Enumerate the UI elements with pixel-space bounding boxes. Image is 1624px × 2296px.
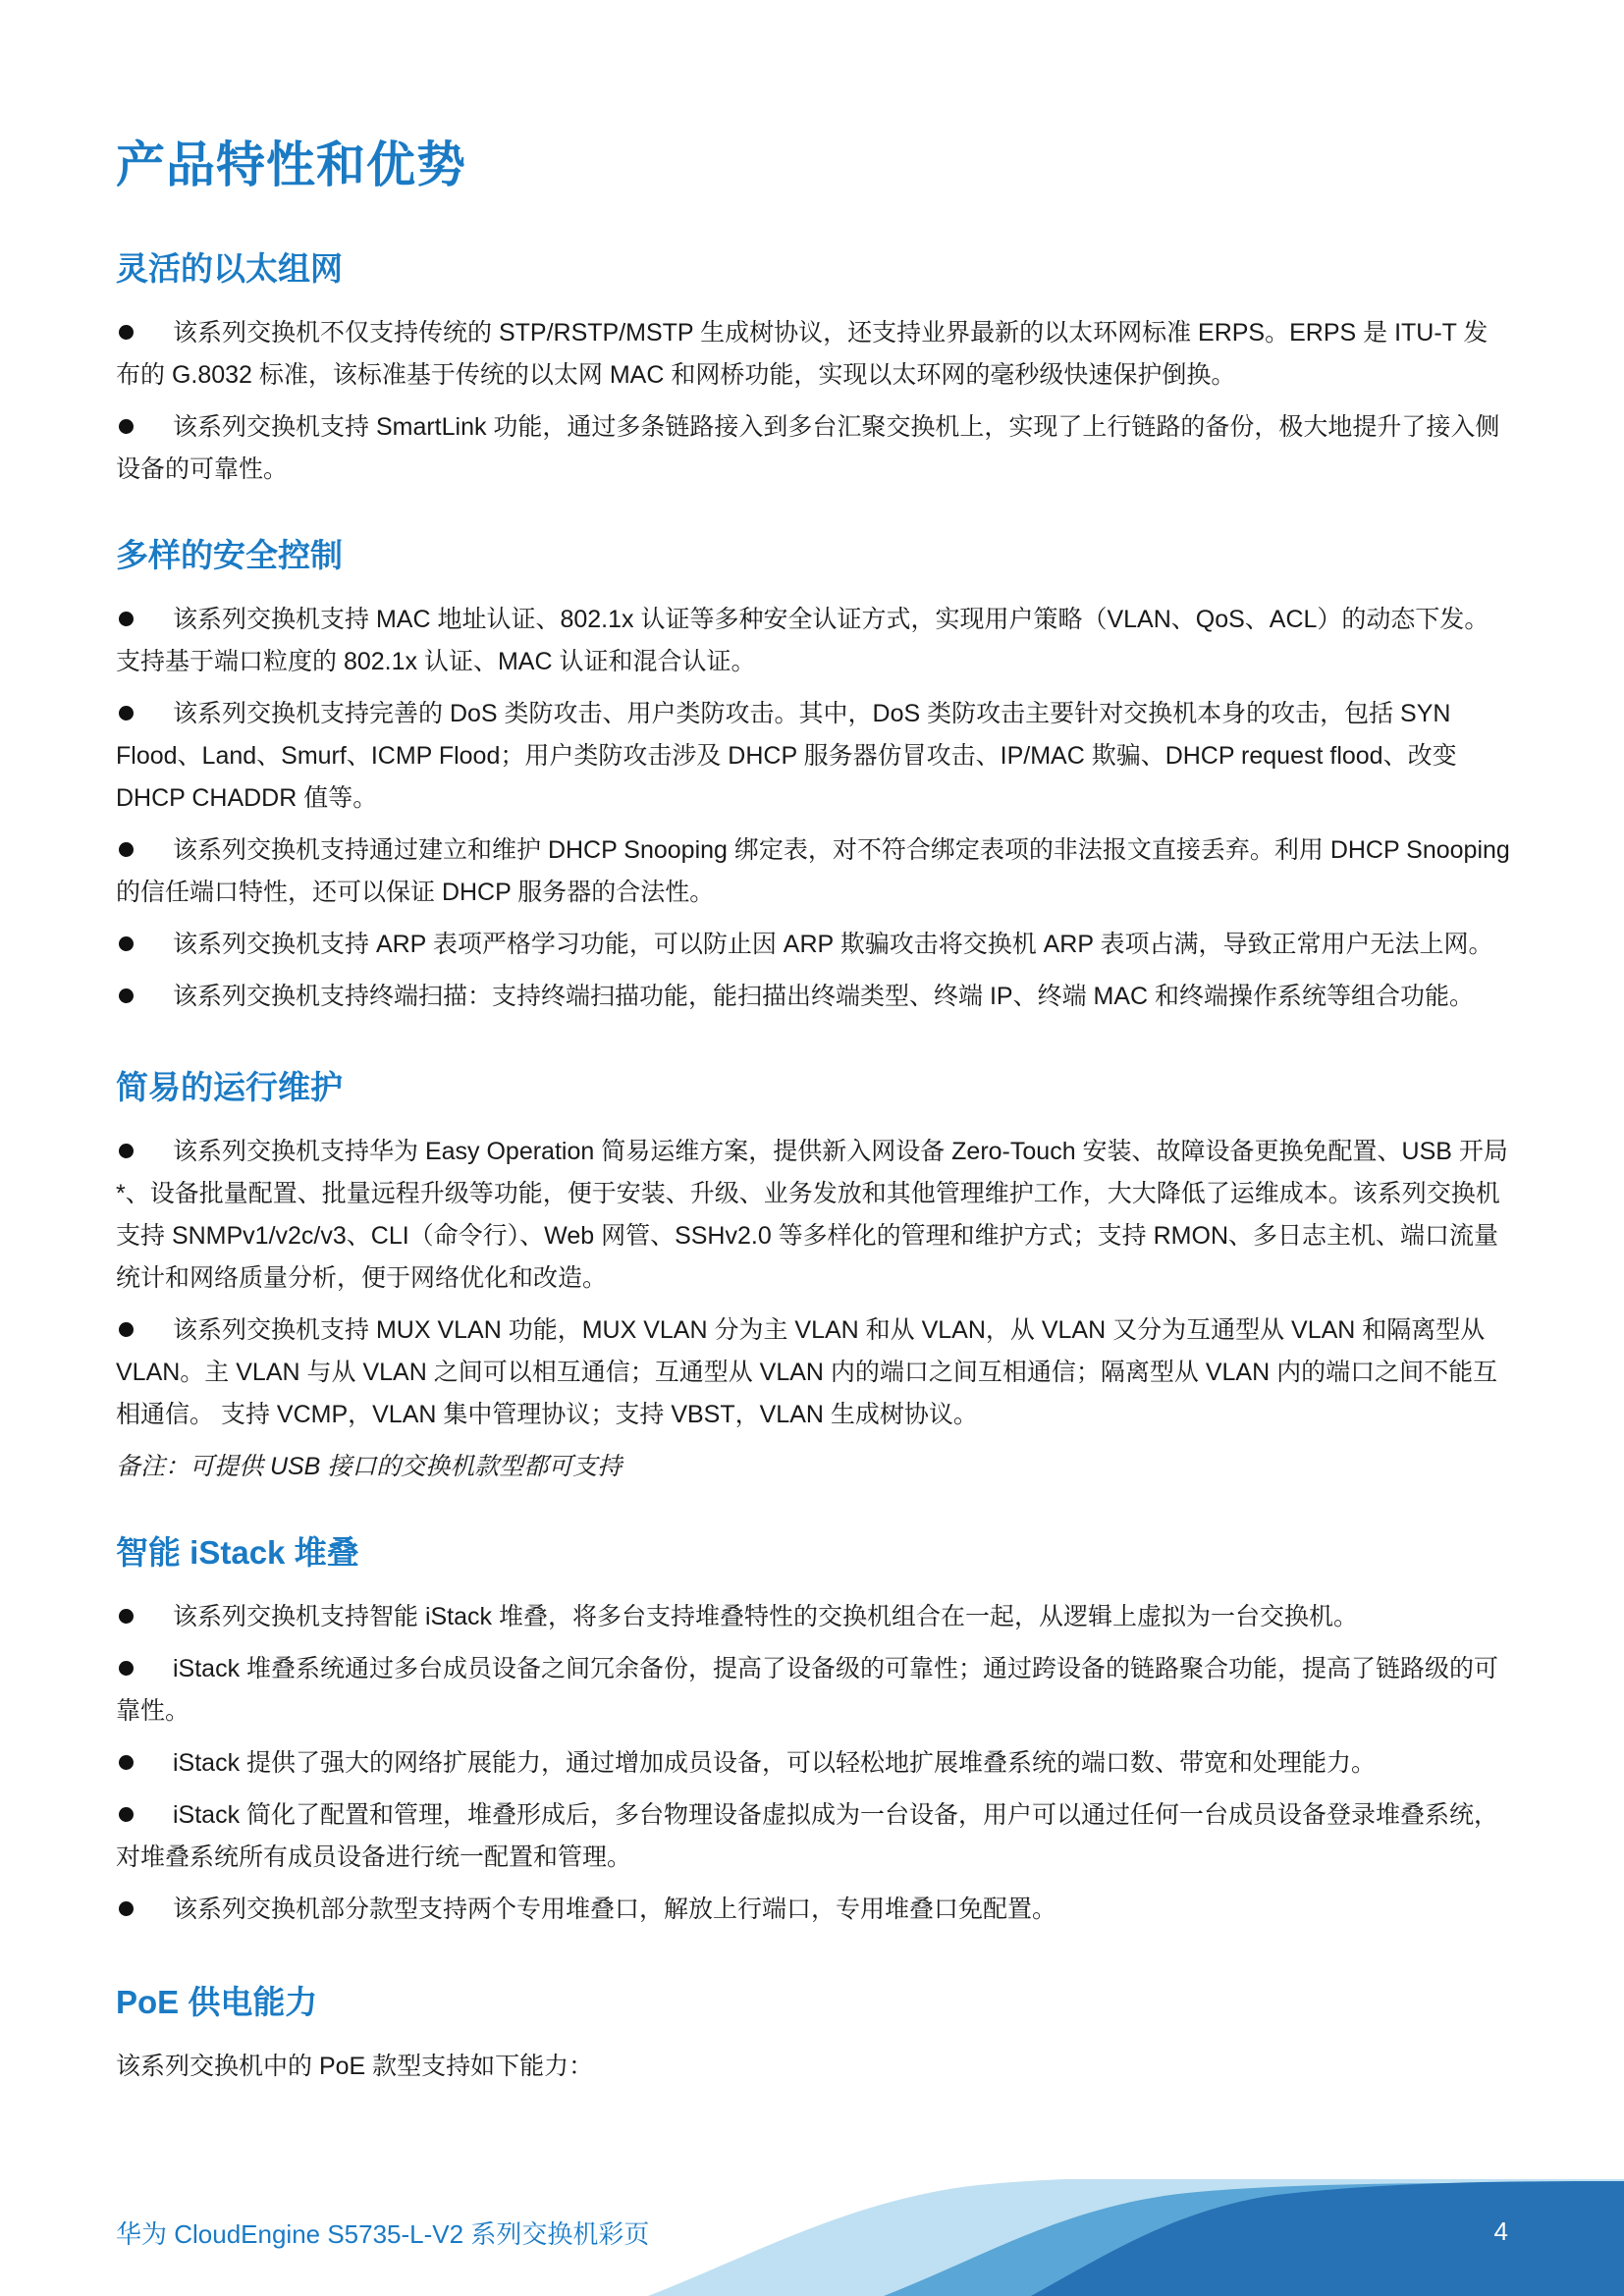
note-text: 备注：可提供 USB 接口的交换机款型都可支持 — [116, 1453, 623, 1480]
section-poe — [116, 1981, 1510, 2088]
section-operation-maintenance — [116, 1066, 1510, 1488]
list-item: 该系列交换机支持智能 iStack 堆叠，将多台支持堆叠特性的交换机组合在一起，从逻辑上虚拟为一台交换机。 — [116, 1596, 1510, 1638]
section-heading: 多样的安全控制 — [116, 537, 343, 573]
section-security-control — [116, 534, 1510, 1028]
section-ethernet-networking — [116, 247, 1510, 501]
list-item: 该系列交换机支持华为 Easy Operation 简易运维方案，提供新入网设备 Zero-Touch 安装、故障设备更换免配置、USB 开局*、设备批量配置、批量远程升级等功能，便于安装、升级、业务发放和其他管理维护工作，大大降低了运维成本。该系列交换机支持 SNMPv1/v2c/v3、CLI（命令行）、Web 网管、SSHv2.0 等多样化的管理和维护方式；支持 RMON、多日志主机、端口流量统计和网络质量分析，便于网络优化和改造。 — [116, 1138, 1508, 1292]
list-item: 该系列交换机支持 MAC 地址认证、802.1x 认证等多种安全认证方式，实现用户策略（VLAN、QoS、ACL）的动态下发。支持基于端口粒度的 802.1x 认证、MAC 认证和混合认证。 — [116, 606, 1489, 675]
bullet-icon — [119, 325, 134, 340]
list-item: 该系列交换机支持完善的 DoS 类防攻击、用户类防攻击。其中，DoS 类防攻击主要针对交换机本身的攻击，包括 SYN Flood、Land、Smurf、ICMP Flood；用户类防攻击涉及 DHCP 服务器仿冒攻击、IP/MAC 欺骗、DHCP request flood、改变 DHCP CHADDR 值等。 — [116, 700, 1457, 812]
list-item: 该系列交换机不仅支持传统的 STP/RSTP/MSTP 生成树协议，还支持业界最新的以太环网标准 ERPS。ERPS 是 ITU-T 发布的 G.8032 标准，该标准基于传统的以太网 MAC 和网桥功能，实现以太环网的毫秒级快速保护倒换。 — [116, 319, 1489, 389]
section-heading: 智能 iStack 堆叠 — [116, 1534, 359, 1571]
bullet-icon — [119, 1807, 134, 1822]
section-heading: 灵活的以太组网 — [116, 250, 343, 287]
bullet-icon — [119, 1322, 134, 1337]
list-item: 该系列交换机支持 ARP 表项严格学习功能，可以防止因 ARP 欺骗攻击将交换机 ARP 表项占满，导致正常用户无法上网。 — [116, 924, 1510, 966]
page-title: 产品特性和优势 — [116, 137, 466, 192]
bullet-icon — [119, 1755, 134, 1770]
footer-doc-title: 华为 CloudEngine S5735-L-V2 系列交换机彩页 — [116, 2219, 650, 2249]
section-intro: 该系列交换机中的 PoE 款型支持如下能力： — [116, 2053, 594, 2080]
bullet-icon — [119, 988, 134, 1003]
list-item: iStack 堆叠系统通过多台成员设备之间冗余备份，提高了设备级的可靠性；通过跨设备的链路聚合功能，提高了链路级的可靠性。 — [116, 1655, 1499, 1725]
bullet-icon — [119, 1144, 134, 1158]
section-istack — [116, 1531, 1510, 1941]
bullet-icon — [119, 706, 134, 721]
bullet-icon — [119, 1609, 134, 1624]
list-item: iStack 提供了强大的网络扩展能力，通过增加成员设备，可以轻松地扩展堆叠系统的端口数、带宽和处理能力。 — [116, 1742, 1510, 1785]
bullet-icon — [119, 842, 134, 857]
bullet-icon — [119, 419, 134, 434]
bullet-icon — [119, 612, 134, 626]
page-number: 4 — [1493, 2216, 1508, 2246]
bullet-icon — [119, 1901, 134, 1916]
bullet-icon — [119, 936, 134, 951]
list-item: 该系列交换机支持 SmartLink 功能，通过多条链路接入到多台汇聚交换机上，实现了上行链路的备份，极大地提升了接入侧设备的可靠性。 — [116, 413, 1500, 483]
bullet-icon — [119, 1661, 134, 1676]
list-item: 该系列交换机支持终端扫描：支持终端扫描功能，能扫描出终端类型、终端 IP、终端 MAC 和终端操作系统等组合功能。 — [116, 976, 1510, 1018]
section-heading: 简易的运行维护 — [116, 1069, 343, 1105]
section-heading: PoE 供电能力 — [116, 1984, 318, 2020]
list-item: 该系列交换机部分款型支持两个专用堆叠口，解放上行端口，专用堆叠口免配置。 — [116, 1889, 1510, 1931]
list-item: 该系列交换机支持 MUX VLAN 功能，MUX VLAN 分为主 VLAN 和从 VLAN，从 VLAN 又分为互通型从 VLAN 和隔离型从 VLAN。主 VLAN 与从 VLAN 之间可以相互通信；互通型从 VLAN 内的端口之间互相通信；隔离型从 VLAN 内的端口之间不能互相通信。 支持 VCMP，VLAN 集中管理协议；支持 VBST，VLAN 生成树协议。 — [116, 1316, 1498, 1428]
list-item: 该系列交换机支持通过建立和维护 DHCP Snooping 绑定表，对不符合绑定表项的非法报文直接丢弃。利用 DHCP Snooping 的信任端口特性，还可以保证 DHCP 服务器的合法性。 — [116, 836, 1510, 906]
list-item: iStack 简化了配置和管理，堆叠形成后，多台物理设备虚拟成为一台设备，用户可以通过任何一台成员设备登录堆叠系统，对堆叠系统所有成员设备进行统一配置和管理。 — [116, 1801, 1499, 1871]
